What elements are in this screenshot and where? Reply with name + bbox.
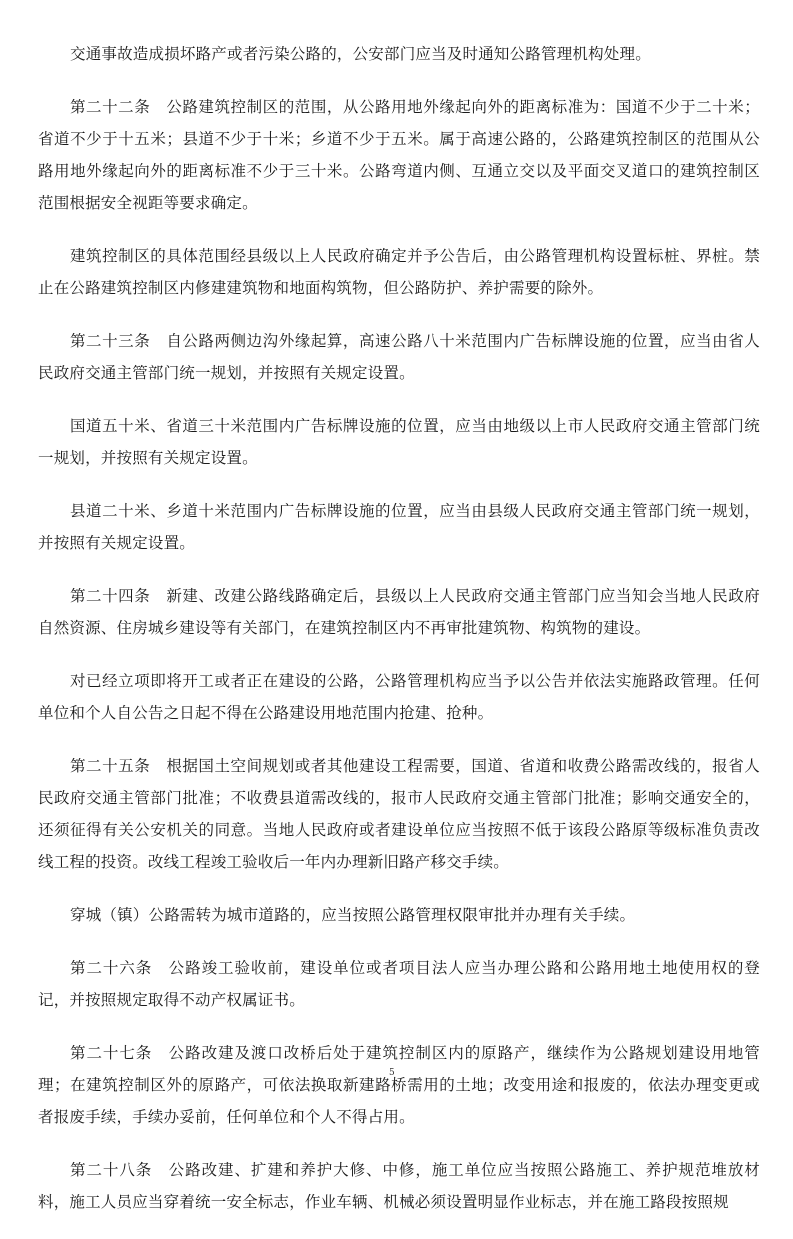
article-23-paragraph-3: 县道二十米、乡道十米范围内广告标牌设施的位置，应当由县级人民政府交通主管部门统一规划，并按照有关规定设置。 — [38, 502, 760, 552]
article-25-paragraph-2: 穿城（镇）公路需转为城市道路的，应当按照公路管理权限审批并办理有关手续。 — [70, 906, 636, 924]
article-25: 第二十五条 根据国土空间规划或者其他建设工程需要，国道、省道和收费公路需改线的，报省人民政府交通主管部门批准；不收费县道需改线的，报市人民政府交通主管部门批准；影响交通安全的，还须征得有关公安机关的同意。当地人民政府或者建设单位应当按照不低于该段公路原等级标准负责改线工程的投资。改线工程竣工验收后一年内办理新旧路产移交手续。 — [38, 757, 760, 871]
article-24-paragraph-2: 对已经立项即将开工或者正在建设的公路，公路管理机构应当予以公告并依法实施路政管理。任何单位和个人自公告之日起不得在公路建设用地范围内抢建、抢种。 — [38, 672, 760, 722]
article-22-paragraph-2: 建筑控制区的具体范围经县级以上人民政府确定并予公告后，由公路管理机构设置标桩、界桩。禁止在公路建筑控制区内修建建筑物和地面构筑物，但公路防护、养护需要的除外。 — [38, 247, 760, 297]
article-23-paragraph-2: 国道五十米、省道三十米范围内广告标牌设施的位置，应当由地级以上市人民政府交通主管部门统一规划，并按照有关规定设置。 — [38, 417, 760, 467]
article-24: 第二十四条 新建、改建公路线路确定后，县级以上人民政府交通主管部门应当知会当地人民政府自然资源、住房城乡建设等有关部门，在建筑控制区内不再审批建筑物、构筑物的建设。 — [38, 587, 760, 637]
document-body — [38, 38, 760, 1239]
article-22: 第二十二条 公路建筑控制区的范围，从公路用地外缘起向外的距离标准为：国道不少于二十米；省道不少于十五米；县道不少于十米；乡道不少于五米。属于高速公路的，公路建筑控制区的范围从公路用地外缘起向外的距离标准不少于三十米。公路弯道内侧、互通立交以及平面交叉道口的建筑控制区范围根据安全视距等要求确定。 — [38, 98, 760, 212]
article-27: 第二十七条 公路改建及渡口改桥后处于建筑控制区内的原路产，继续作为公路规划建设用地管理；在建筑控制区外的原路产，可依法换取新建路桥需用的土地；改变用途和报废的，依法办理变更或者报废手续，手续办妥前，任何单位和个人不得占用。 — [38, 1044, 760, 1126]
page-number: 5 — [389, 1068, 395, 1078]
article-26: 第二十六条 公路竣工验收前，建设单位或者项目法人应当办理公路和公路用地土地使用权的登记，并按照规定取得不动产权属证书。 — [38, 959, 760, 1009]
article-28: 第二十八条 公路改建、扩建和养护大修、中修，施工单位应当按照公路施工、养护规范堆放材料，施工人员应当穿着统一安全标志，作业车辆、机械必须设置明显作业标志，并在施工路段按照规 — [38, 1161, 760, 1211]
paragraph-continuation: 交通事故造成损坏路产或者污染公路的，公安部门应当及时通知公路管理机构处理。 — [70, 45, 651, 63]
article-23: 第二十三条 自公路两侧边沟外缘起算，高速公路八十米范围内广告标牌设施的位置，应当由省人民政府交通主管部门统一规划，并按照有关规定设置。 — [38, 332, 760, 382]
